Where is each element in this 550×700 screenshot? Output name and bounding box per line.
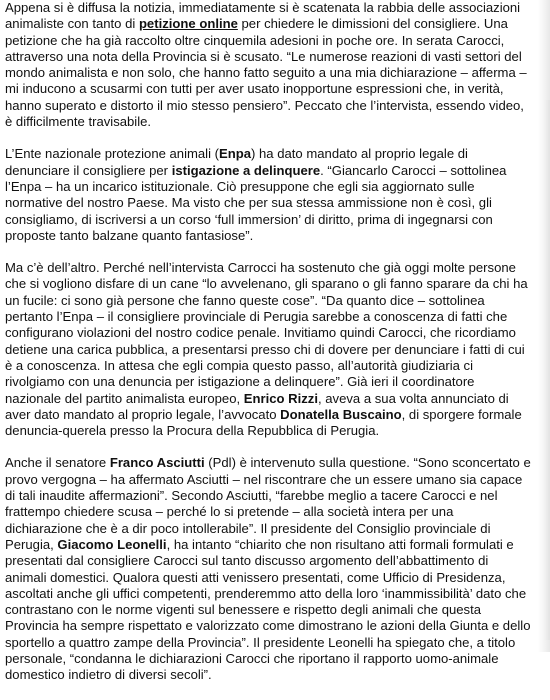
petition-online-link[interactable]: petizione online: [138, 16, 238, 32]
giacomo-leonelli-name: Giacomo Leonelli: [57, 536, 167, 552]
article-body: [5, 0, 533, 700]
paragraph-enpa: L’Ente nazionale protezione animali (Enpa) ha dato mandato al proprio legale di denunciare il consigliere per istigazione a delinquere. “Giancarlo Carocci – sottolinea l’Enpa – ha un incarico istituzionale. Ciò presuppone che egli sia aggiornato sulle normative del nostro Paese. Ma visto che per sua stessa ammissione non è così, gli consigliamo, di iscriversi a un corso ‘full immersion’ di diritto, prima di ingegnarsi con proposte tanto balzane quanto fantasiose”.: [5, 146, 507, 243]
istigazione-phrase: istigazione a delinquere: [171, 162, 321, 178]
enrico-rizzi-name: Enrico Rizzi: [243, 390, 318, 406]
paragraph-interview: Ma c’è dell’altro. Perché nell’intervista Carrocci ha sostenuto che già oggi molte persone che si vogliono disfare di un cane “lo avvelenano, gli sparano o gli fanno sparare da chi ha un fucile: ci sono già persone che fanno queste cose”. “Da quanto dice – sottolinea pertanto l’Enpa – il consigliere provinciale di Perugia sarebbe a conoscenza di fatti che configurano violazioni del nostro codice penale. Invitiamo quindi Carocci, che ricordiamo detiene una carica pubblica, a presentarsi presso chi di dovere per denunciare i fatti di cui è a conoscenza. In attesa che egli compia questo passo, all’autorità giudiziaria ci rivolgiamo con una denuncia per istigazione a delinquere”. Già ieri il coordinatore nazionale del partito animalista europeo, Enrico Rizzi, aveva a sua volta annunciato di aver dato mandato al proprio legale, l’avvocato Donatella Buscaino, di sporgere formale denuncia-querela presso la Procura della Repubblica di Perugia.: [5, 260, 528, 439]
donatella-buscaino-name: Donatella Buscaino: [280, 406, 402, 422]
scrollbar-thumb[interactable]: [544, 100, 550, 640]
paragraph-petition: Appena si è diffusa la notizia, immediatamente si è scatenata la rabbia delle associazioni animaliste con tanto di petizione online per chiedere le dimissioni del consigliere. Una petizione che ha già raccolto oltre cinquemila adesioni in poche ore. In serata Carocci, attraverso una nota della Provincia si è scusato. “Le numerose reazioni di vasti settori del mondo animalista e non solo, che hanno fatto seguito a una mia dichiarazione – afferma – mi inducono a scusarmi con tutti per aver usato inopportune espressioni che, in verità, hanno superato e distorto il mio stesso pensiero”. Peccato che l’intervista, essendo video, è difficilmente travisabile.: [5, 0, 527, 130]
franco-asciutti-name: Franco Asciutti: [109, 455, 205, 471]
paragraph-asciutti: Anche il senatore Franco Asciutti (Pdl) è intervenuto sulla questione. “Sono sconcertato e provo vergogna – ha affermato Asciutti – nel riscontrare che un essere umano sia capace di tali inaudite affermazioni”. Secondo Asciutti, “farebbe meglio a tacere Carocci e nel frattempo chiedere scusa – perché lo si pretende – alla società intera per una dichiarazione che è a dir poco intollerabile”. Il presidente del Consiglio provinciale di Perugia, Giacomo Leonelli, ha intanto “chiarito che non risultano atti formali formulati e presentati dal consigliere Carocci sul tanto discusso argomento dell’abbattimento di animali domestici. Qualora questi atti venissero presentati, come Ufficio di Presidenza, ascoltati anche gli uffici competenti, prenderemmo atto della loro ‘inammissibilità’ dato che contrastano con le norme vigenti sul benessere e rispetto degli animali che questa Provincia ha sempre rispettato e valorizzato come dimostrano le azioni della Giunta e dello sportello a quattro zampe della Provincia”. Il presidente Leonelli ha spiegato che, a titolo personale, “condanna le dichiarazioni Carocci che riportano il rapporto uomo-animale domestico indietro di diversi secoli”.: [5, 455, 531, 683]
enpa-name: Enpa: [219, 146, 252, 162]
